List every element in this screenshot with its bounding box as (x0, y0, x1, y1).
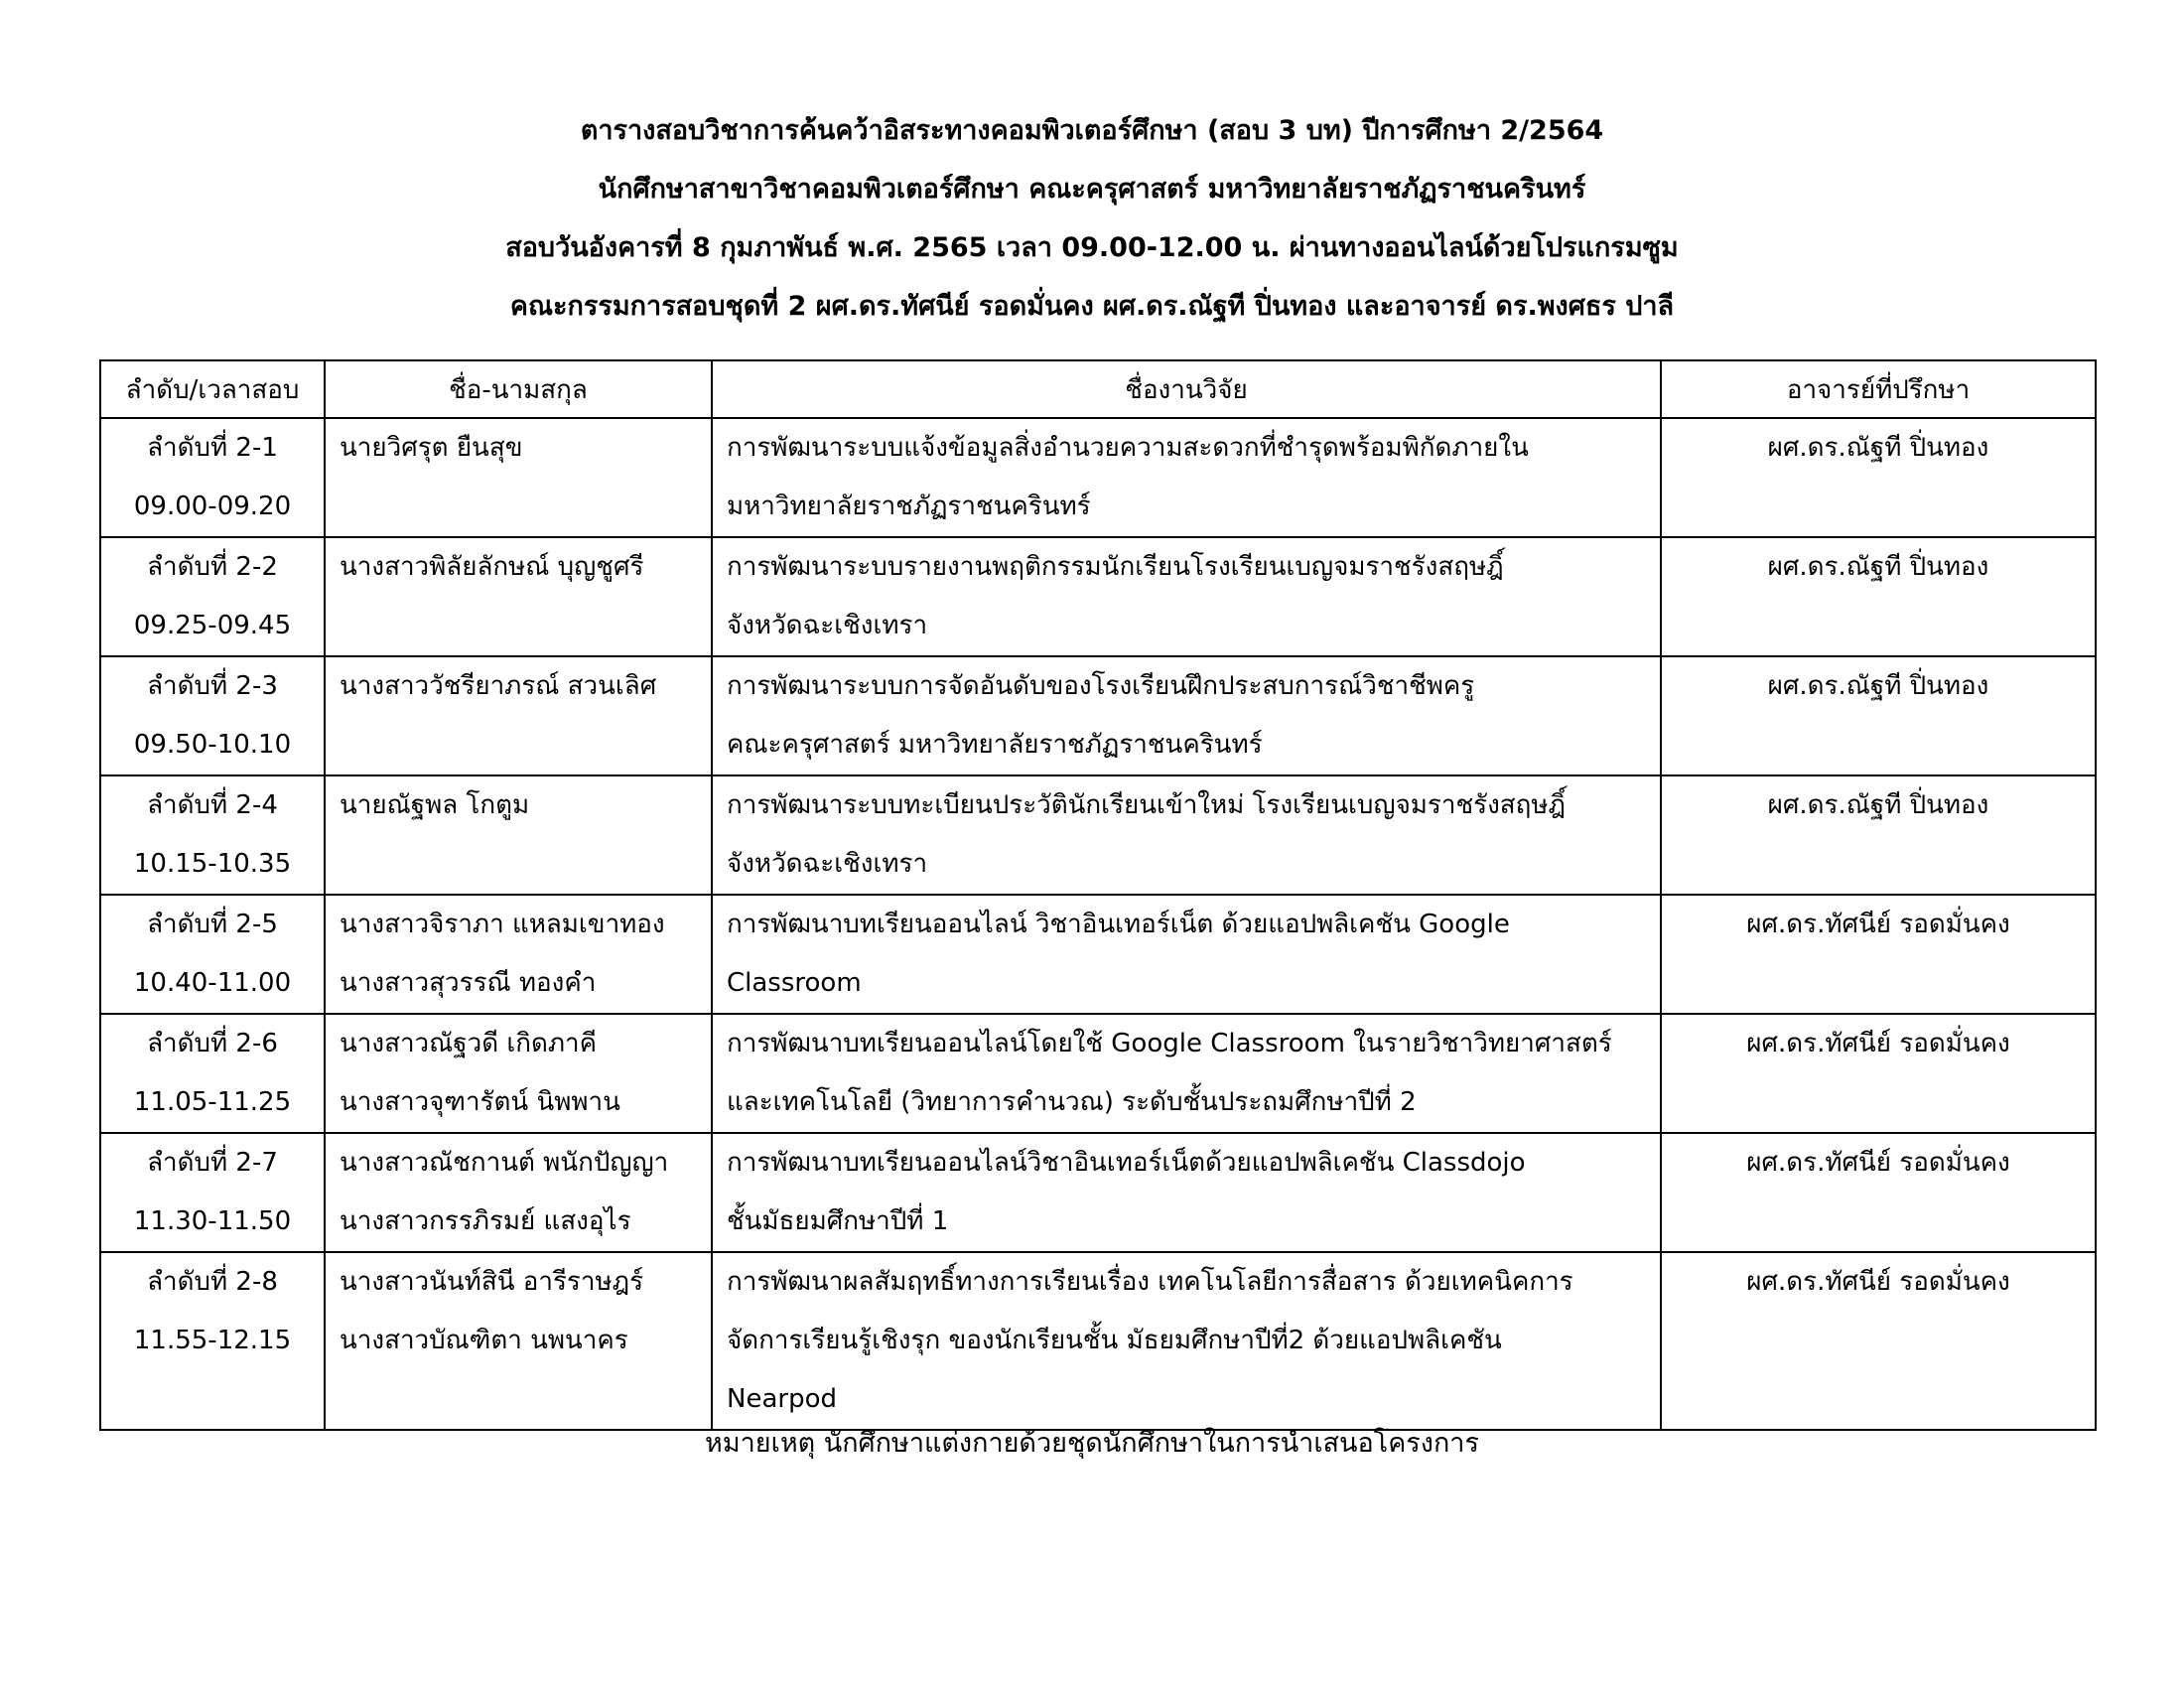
advisor-name: ผศ.ดร.ณัฐที ปิ่นทอง (1767, 671, 1989, 701)
student-names-cell (325, 1133, 712, 1252)
order-label: ลำดับที่ 2-8 (147, 1267, 278, 1297)
header-exam-date: สอบวันอังคารที่ 8 กุมภาพันธ์ พ.ศ. 2565 เวลา 09.00-12.00 น. ผ่านทางออนไลน์ด้วยโปรแกรมซูม (505, 232, 1679, 263)
table-row (100, 1133, 2096, 1252)
order-cell (100, 1252, 325, 1430)
research-title-line: การพัฒนาบทเรียนออนไลน์วิชาอินเทอร์เน็ตด้วยแอปพลิเคชัน Classdojo (727, 1148, 1526, 1178)
table-row (100, 775, 2096, 895)
student-names-cell (325, 537, 712, 656)
order-label: ลำดับที่ 2-2 (147, 552, 278, 582)
student-name: นางสาวบัณฑิตา นพนาคร (340, 1326, 628, 1355)
research-title-cell (712, 895, 1661, 1014)
table-row (100, 537, 2096, 656)
footnote: หมายเหตุ นักศึกษาแต่งกายด้วยชุดนักศึกษาในการนำเสนอโครงการ (705, 1428, 1479, 1459)
student-names-cell (325, 418, 712, 537)
order-cell (100, 537, 325, 656)
table-row (100, 1014, 2096, 1133)
research-title-line: การพัฒนาระบบแจ้งข้อมูลสิ่งอำนวยความสะดวกที่ชำรุดพร้อมพิกัดภายใน (727, 433, 1529, 463)
research-title-line: การพัฒนาระบบรายงานพฤติกรรมนักเรียนโรงเรียนเบญจมราชรังสฤษฎิ์ (727, 552, 1504, 582)
student-names-cell (325, 1014, 712, 1133)
research-title-line: การพัฒนาบทเรียนออนไลน์โดยใช้ Google Classroom ในรายวิชาวิทยาศาสตร์ (727, 1029, 1612, 1058)
student-name: นายวิศรุต ยืนสุข (340, 433, 523, 463)
research-title-line: และเทคโนโลยี (วิทยาการคำนวณ) ระดับชั้นประถมศึกษาปีที่ 2 (727, 1087, 1417, 1117)
research-title-line: การพัฒนาผลสัมฤทธิ์ทางการเรียนเรื่อง เทคโนโลยีการสื่อสาร ด้วยเทคนิคการ (727, 1267, 1573, 1297)
research-title-line: ชั้นมัธยมศึกษาปีที่ 1 (727, 1206, 949, 1236)
research-title-line: Classroom (727, 968, 862, 998)
exam-time: 11.30-11.50 (133, 1206, 292, 1236)
table-header-row (100, 360, 2096, 418)
student-name: นางสาวพิลัยลักษณ์ บุญชูศรี (340, 552, 644, 582)
order-cell (100, 1133, 325, 1252)
student-name: นางสาวกรรภิรมย์ แสงอุไร (340, 1206, 631, 1236)
order-label: ลำดับที่ 2-7 (147, 1148, 278, 1178)
table-row (100, 656, 2096, 775)
advisor-cell (1661, 537, 2096, 656)
research-title-line: การพัฒนาระบบทะเบียนประวัตินักเรียนเข้าใหม่ โรงเรียนเบญจมราชรังสฤษฎิ์ (727, 790, 1567, 820)
research-title-cell (712, 1014, 1661, 1133)
column-header-title: ชื่องานวิจัย (712, 360, 1661, 418)
order-cell (100, 656, 325, 775)
research-title-line: Nearpod (727, 1384, 837, 1414)
exam-time: 09.00-09.20 (133, 492, 292, 521)
research-title-line: การพัฒนาระบบการจัดอันดับของโรงเรียนฝึกประสบการณ์วิชาชีพครู (727, 671, 1475, 701)
advisor-cell (1661, 1252, 2096, 1430)
exam-time: 09.25-09.45 (133, 611, 292, 640)
advisor-cell (1661, 418, 2096, 537)
research-title-line: คณะครุศาสตร์ มหาวิทยาลัยราชภัฏราชนครินทร์ (727, 730, 1263, 760)
advisor-name: ผศ.ดร.ณัฐที ปิ่นทอง (1767, 790, 1989, 820)
research-title-cell (712, 1133, 1661, 1252)
student-name: นางสาวนันท์สินี อารีราษฎร์ (340, 1267, 644, 1297)
student-name: นายณัฐพล โกตูม (340, 790, 530, 820)
header-committee: คณะกรรมการสอบชุดที่ 2 ผศ.ดร.ทัศนีย์ รอดมั่นคง ผศ.ดร.ณัฐที ปิ่นทอง และอาจารย์ ดร.พงศธร ปาลี (509, 291, 1675, 322)
student-name: นางสาวณัชกานต์ พนักปัญญา (340, 1148, 669, 1178)
student-name: นางสาวจุฑารัตน์ นิพพาน (340, 1087, 620, 1117)
header-department: นักศึกษาสาขาวิชาคอมพิวเตอร์ศึกษา คณะครุศาสตร์ มหาวิทยาลัยราชภัฏราชนครินทร์ (598, 174, 1586, 205)
advisor-name: ผศ.ดร.ทัศนีย์ รอดมั่นคง (1746, 1267, 2010, 1297)
student-name: นางสาวณัฐวดี เกิดภาคี (340, 1029, 597, 1058)
research-title-line: การพัฒนาบทเรียนออนไลน์ วิชาอินเทอร์เน็ต ด้วยแอปพลิเคชัน Google (727, 910, 1510, 939)
column-header-name: ชื่อ-นามสกุล (325, 360, 712, 418)
table-row (100, 1252, 2096, 1430)
advisor-cell (1661, 656, 2096, 775)
table-row (100, 895, 2096, 1014)
exam-time: 11.55-12.15 (133, 1326, 292, 1355)
research-title-cell (712, 1252, 1661, 1430)
advisor-cell (1661, 1133, 2096, 1252)
research-title-cell (712, 537, 1661, 656)
research-title-line: มหาวิทยาลัยราชภัฏราชนครินทร์ (727, 492, 1091, 521)
advisor-name: ผศ.ดร.ทัศนีย์ รอดมั่นคง (1746, 910, 2010, 939)
schedule-table (99, 359, 2097, 1431)
exam-time: 10.15-10.35 (133, 849, 292, 879)
order-label: ลำดับที่ 2-5 (147, 910, 278, 939)
order-cell (100, 1014, 325, 1133)
column-header-advisor: อาจารย์ที่ปรึกษา (1661, 360, 2096, 418)
exam-time: 11.05-11.25 (133, 1087, 292, 1117)
research-title-line: จังหวัดฉะเชิงเทรา (727, 849, 928, 879)
exam-time: 10.40-11.00 (133, 968, 292, 998)
exam-time: 09.50-10.10 (133, 730, 292, 760)
research-title-cell (712, 656, 1661, 775)
document-header (0, 101, 2184, 336)
research-title-line: จัดการเรียนรู้เชิงรุก ของนักเรียนชั้น มัธยมศึกษาปีที่2 ด้วยแอปพลิเคชัน (727, 1326, 1502, 1355)
student-name: นางสาวจิราภา แหลมเขาทอง (340, 910, 665, 939)
order-label: ลำดับที่ 2-1 (147, 433, 278, 463)
student-names-cell (325, 775, 712, 895)
order-cell (100, 418, 325, 537)
research-title-cell (712, 418, 1661, 537)
advisor-name: ผศ.ดร.ณัฐที ปิ่นทอง (1767, 552, 1989, 582)
research-title-line: จังหวัดฉะเชิงเทรา (727, 611, 928, 640)
student-names-cell (325, 656, 712, 775)
order-cell (100, 775, 325, 895)
order-label: ลำดับที่ 2-3 (147, 671, 278, 701)
order-label: ลำดับที่ 2-6 (147, 1029, 278, 1058)
table-body (100, 418, 2096, 1430)
advisor-cell (1661, 895, 2096, 1014)
student-names-cell (325, 895, 712, 1014)
column-header-order: ลำดับ/เวลาสอบ (100, 360, 325, 418)
student-name: นางสาวสุวรรณี ทองคำ (340, 968, 597, 998)
advisor-name: ผศ.ดร.ทัศนีย์ รอดมั่นคง (1746, 1148, 2010, 1178)
student-names-cell (325, 1252, 712, 1430)
header-title: ตารางสอบวิชาการค้นคว้าอิสระทางคอมพิวเตอร์ศึกษา (สอบ 3 บท) ปีการศึกษา 2/2564 (580, 115, 1604, 146)
advisor-name: ผศ.ดร.ทัศนีย์ รอดมั่นคง (1746, 1029, 2010, 1058)
student-name: นางสาววัชรียาภรณ์ สวนเลิศ (340, 671, 657, 701)
advisor-cell (1661, 1014, 2096, 1133)
order-cell (100, 895, 325, 1014)
advisor-cell (1661, 775, 2096, 895)
table-row (100, 418, 2096, 537)
order-label: ลำดับที่ 2-4 (147, 790, 278, 820)
advisor-name: ผศ.ดร.ณัฐที ปิ่นทอง (1767, 433, 1989, 463)
research-title-cell (712, 775, 1661, 895)
